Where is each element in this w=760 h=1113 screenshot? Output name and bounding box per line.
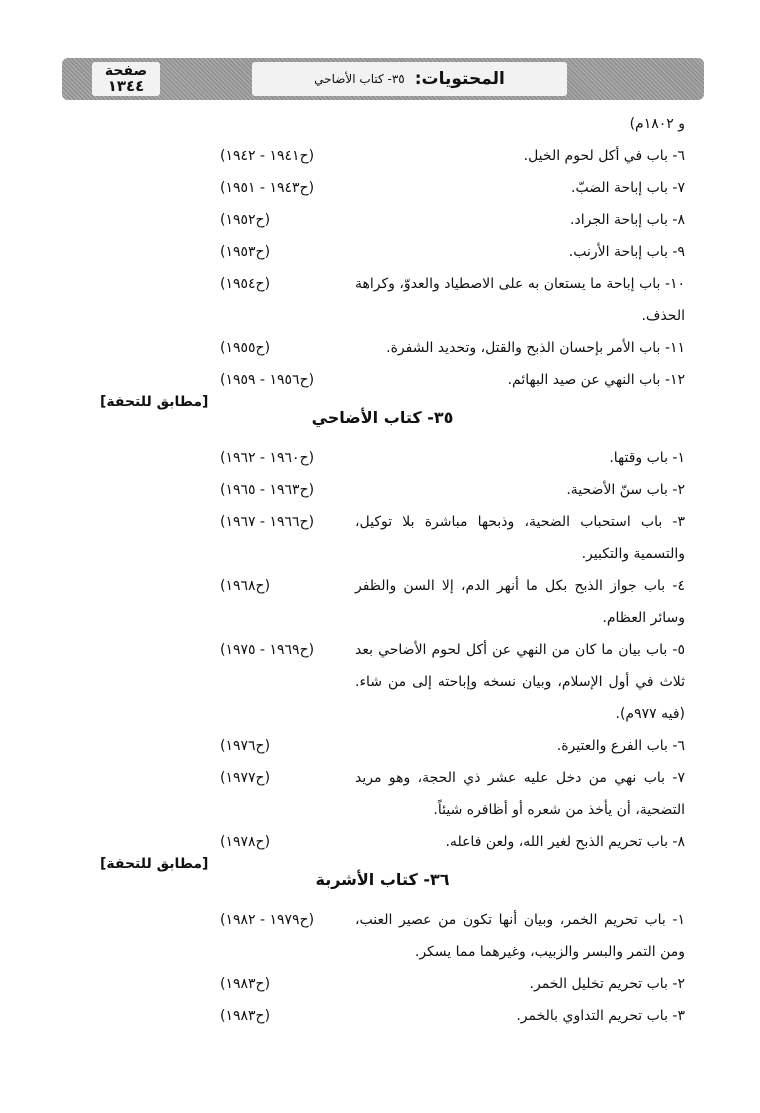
toc-entry (100, 634, 685, 730)
toc-entry (100, 236, 685, 268)
toc-entry (100, 268, 685, 332)
hadith-ref: (ح١٩٤٣ - ١٩٥١) (220, 180, 315, 196)
hadith-ref: (ح١٩٦٩ - ١٩٧٥) (220, 642, 315, 658)
entry-text: ٢- باب سنّ الأضحية. (566, 482, 685, 498)
toc-entry (100, 442, 685, 474)
entry-text: ٣- باب تحريم التداوي بالخمر. (516, 1008, 685, 1024)
toc-entry (100, 762, 685, 826)
hadith-ref: (ح١٩٨٣) (220, 1008, 271, 1024)
page-label: صفحة (104, 63, 148, 79)
hadith-ref: (ح١٩٨٣) (220, 976, 271, 992)
toc-entry (100, 1000, 685, 1032)
entry-text: ١٠- باب إباحة ما يستعان به على الاصطياد والعدوّ، وكراهة الحذف. (355, 276, 685, 324)
hadith-ref: (ح١٩٥٥) (220, 340, 271, 356)
hadith-ref: (ح١٩٦٠ - ١٩٦٢) (220, 450, 315, 466)
entry-text: ٨- باب إباحة الجراد. (570, 212, 685, 228)
hadith-ref: (ح١٩٧٦) (220, 738, 271, 754)
entry-text: ٨- باب تحريم الذبح لغير الله، ولعن فاعله. (445, 834, 685, 850)
page-number-box (92, 62, 160, 96)
entry-text: ٥- باب بيان ما كان من النهي عن أكل لحوم الأضاحي بعد ثلاث في أول الإسلام، وبيان نسخه وإباحته إلى من شاء. (فيه ٩٧٧م). (355, 642, 685, 722)
hadith-ref: (ح١٩٥٣) (220, 244, 271, 260)
entry-text: ٧- باب نهي من دخل عليه عشر ذي الحجة، وهو مريد التضحية، أن يأخذ من شعره أو أظافره شيئاً. (355, 770, 685, 818)
toc-entry (100, 730, 685, 762)
header-title: المحتويات: (414, 69, 505, 89)
hadith-ref: (ح١٩٥٢) (220, 212, 271, 228)
entry-text: ٩- باب إباحة الأرنب. (568, 244, 685, 260)
toc-entry (100, 140, 685, 172)
toc-entry (100, 474, 685, 506)
entry-text: ٣- باب استحباب الضحية، وذبحها مباشرة بلا توكيل، والتسمية والتكبير. (355, 514, 685, 562)
header-subtitle: ٣٥- كتاب الأضاحي (314, 72, 405, 86)
section-title: ٣٦- كتاب الأشربة (315, 870, 450, 889)
toc-entry (100, 904, 685, 968)
hadith-ref: (ح١٩٤١ - ١٩٤٢) (220, 148, 315, 164)
hadith-ref: (ح١٩٥٤) (220, 276, 271, 292)
toc-entry (100, 204, 685, 236)
match-note: [مطابق للتحفة] (100, 394, 209, 410)
hadith-ref: (ح١٩٦٦ - ١٩٦٧) (220, 514, 315, 530)
entry-text: ٢- باب تحريم تخليل الخمر. (529, 976, 685, 992)
entries-group-c (100, 904, 685, 1032)
entry-text: ٦- باب في أكل لحوم الخيل. (523, 148, 685, 164)
hadith-ref: (ح١٩٧٧) (220, 770, 271, 786)
hadith-ref: (ح١٩٥٦ - ١٩٥٩) (220, 372, 315, 388)
section-heading-35 (100, 396, 685, 442)
entry-text: ١- باب تحريم الخمر، وبيان أنها تكون من عصير العنب، ومن التمر والبسر والزبيب، وغيرهما مما يسكر. (355, 912, 685, 960)
section-heading-36 (100, 858, 685, 904)
page-header (62, 58, 704, 100)
toc-entry (100, 570, 685, 634)
entry-text: ١- باب وقتها. (609, 450, 685, 466)
toc-entry (100, 506, 685, 570)
entry-text: ٦- باب الفرع والعتيرة. (556, 738, 685, 754)
page-number: ١٣٤٤ (107, 77, 145, 95)
match-note: [مطابق للتحفة] (100, 856, 209, 872)
entry-text: ٤- باب جواز الذبح بكل ما أنهر الدم، إلا السن والظفر وسائر العظام. (355, 578, 685, 626)
entry-text: ١٢- باب النهي عن صيد البهائم. (507, 372, 685, 388)
contents-list (100, 108, 685, 1032)
entry-text: و ١٨٠٢م) (629, 116, 685, 132)
hadith-ref: (ح١٩٧٨) (220, 834, 271, 850)
entry-text: ١١- باب الأمر بإحسان الذبح والقتل، وتحديد الشفرة. (386, 340, 685, 356)
hadith-ref: (ح١٩٦٣ - ١٩٦٥) (220, 482, 315, 498)
section-title: ٣٥- كتاب الأضاحي (311, 408, 454, 427)
entries-group-b (100, 442, 685, 858)
toc-entry (100, 172, 685, 204)
entry-text: ٧- باب إباحة الضبّ. (571, 180, 685, 196)
toc-entry (100, 332, 685, 364)
entries-group-a (100, 140, 685, 396)
continuation-line (100, 108, 685, 140)
hadith-ref: (ح١٩٧٩ - ١٩٨٢) (220, 912, 315, 928)
hadith-ref: (ح١٩٦٨) (220, 578, 271, 594)
toc-entry (100, 968, 685, 1000)
header-title-box (252, 62, 567, 96)
